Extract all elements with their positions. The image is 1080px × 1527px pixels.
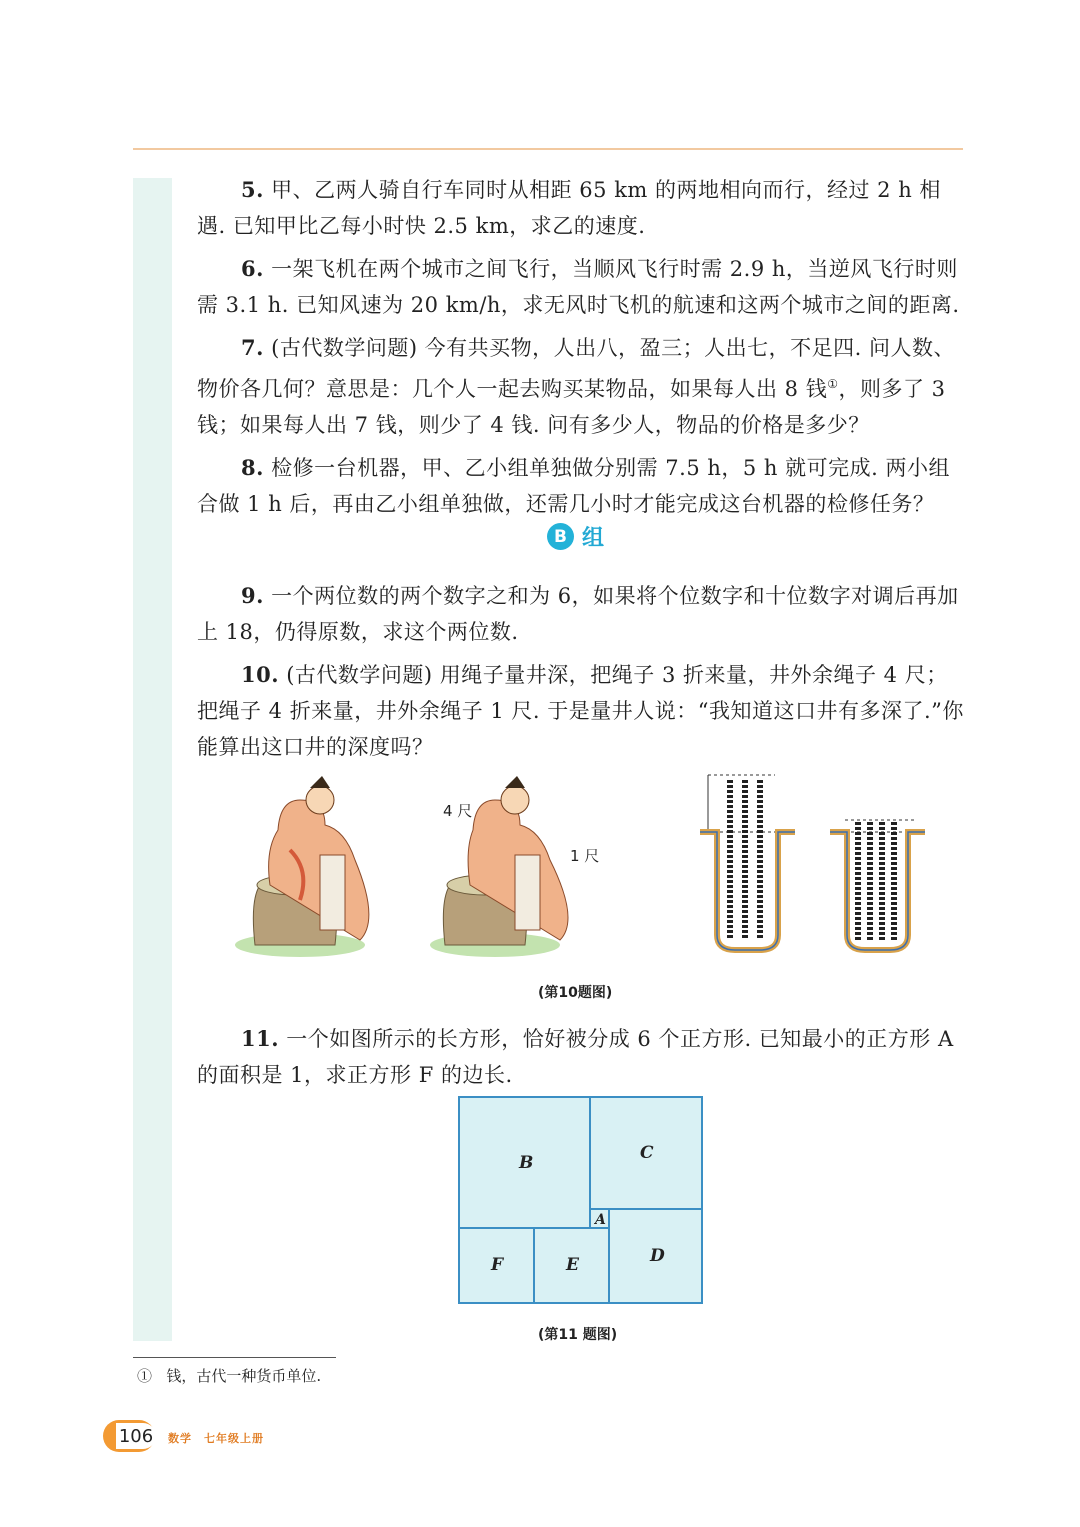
label-f: F: [491, 1255, 504, 1275]
book-title: 数学 七年级上册: [168, 1432, 264, 1445]
problem-text: 一架飞机在两个城市之间飞行，当顺风飞行时需 2.9 h，当逆风飞行时则需 3.1 h. 已知风速为 20 km/h，求无风时飞机的航速和这两个城市之间的距离.: [197, 257, 960, 317]
header-rule: [133, 148, 963, 150]
problem-text: 检修一台机器，甲、乙小组单独做分别需 7.5 h，5 h 就可完成. 两小组合做 1 h 后，再由乙小组单独做，还需几小时才能完成这台机器的检修任务？: [197, 456, 950, 516]
label-b: B: [519, 1153, 534, 1173]
problem-text: 一个如图所示的长方形，恰好被分成 6 个正方形. 已知最小的正方形 A 的面积是 1，求正方形 F 的边长.: [197, 1027, 954, 1087]
footnote-rule: [133, 1357, 336, 1358]
problem-text: ，则多了 3 钱；如果每人出 7 钱，则少了 4 钱. 问有多少人，物品的价格是多少？: [197, 377, 946, 437]
problem-8: [197, 450, 967, 522]
problem-11: [197, 1021, 967, 1093]
figure-10: [230, 770, 950, 970]
problem-number: 8.: [241, 455, 264, 480]
label-e: E: [566, 1255, 579, 1275]
footnote-mark: ①: [137, 1367, 153, 1385]
footnote-ref: ①: [827, 377, 839, 391]
label-1-chi: 1 尺: [570, 847, 600, 865]
label-4-chi: 4 尺: [443, 802, 473, 820]
margin-bar: [133, 178, 172, 1341]
problem-number: 6.: [241, 256, 264, 281]
scholar-illustration-left: [235, 776, 369, 957]
problem-5: [197, 172, 967, 244]
group-heading: [547, 521, 604, 552]
footnote: [137, 1365, 321, 1386]
figure-10-caption: (第10题图): [538, 985, 613, 1001]
figure-11-caption: (第11 题图): [538, 1327, 618, 1343]
figure-11: [457, 1095, 705, 1305]
problem-text: (古代数学问题) 用绳子量井深，把绳子 3 折来量，井外余绳子 4 尺；把绳子 4 折来量，井外余绳子 1 尺. 于是量井人说：“我知道这口井有多深了.”你能算出这口井的深度吗？: [197, 663, 964, 759]
problem-list: [197, 172, 967, 522]
well-diagram-4fold: [830, 820, 925, 950]
problem-10: [197, 657, 967, 765]
problem-text: 一个两位数的两个数字之和为 6，如果将个位数字和十位数字对调后再加上 18，仍得原数，求这个两位数.: [197, 584, 959, 644]
problem-number: 10.: [241, 662, 280, 687]
label-d: D: [650, 1246, 665, 1266]
problem-list-b: [197, 578, 967, 765]
problem-number: 7.: [241, 335, 264, 360]
problem-text: 甲、乙两人骑自行车同时从相距 65 km 的两地相向而行，经过 2 h 相遇. 已知甲比乙每小时快 2.5 km，求乙的速度.: [197, 178, 941, 238]
problem-7: [197, 330, 967, 443]
footnote-text: 钱，古代一种货币单位.: [166, 1367, 322, 1385]
problem-number: 5.: [241, 177, 264, 202]
well-diagram-3fold: [700, 775, 798, 950]
problem-number: 11.: [241, 1026, 280, 1051]
problem-number: 9.: [241, 583, 264, 608]
problem-6: [197, 251, 967, 323]
label-c: C: [640, 1143, 654, 1163]
problem-text: (古代数学问题) 今有共买物，人出八，盈三；人出七，不足四. 问人数、物价各几何？意思是：几个人一起去购买某物品，如果每人出 8 钱: [197, 336, 956, 401]
group-badge: B: [547, 523, 574, 550]
group-label: 组: [582, 526, 605, 551]
page-number: 106: [116, 1423, 156, 1449]
problem-9: [197, 578, 967, 650]
problem-list-c: [197, 1021, 967, 1093]
label-a: A: [595, 1212, 606, 1228]
